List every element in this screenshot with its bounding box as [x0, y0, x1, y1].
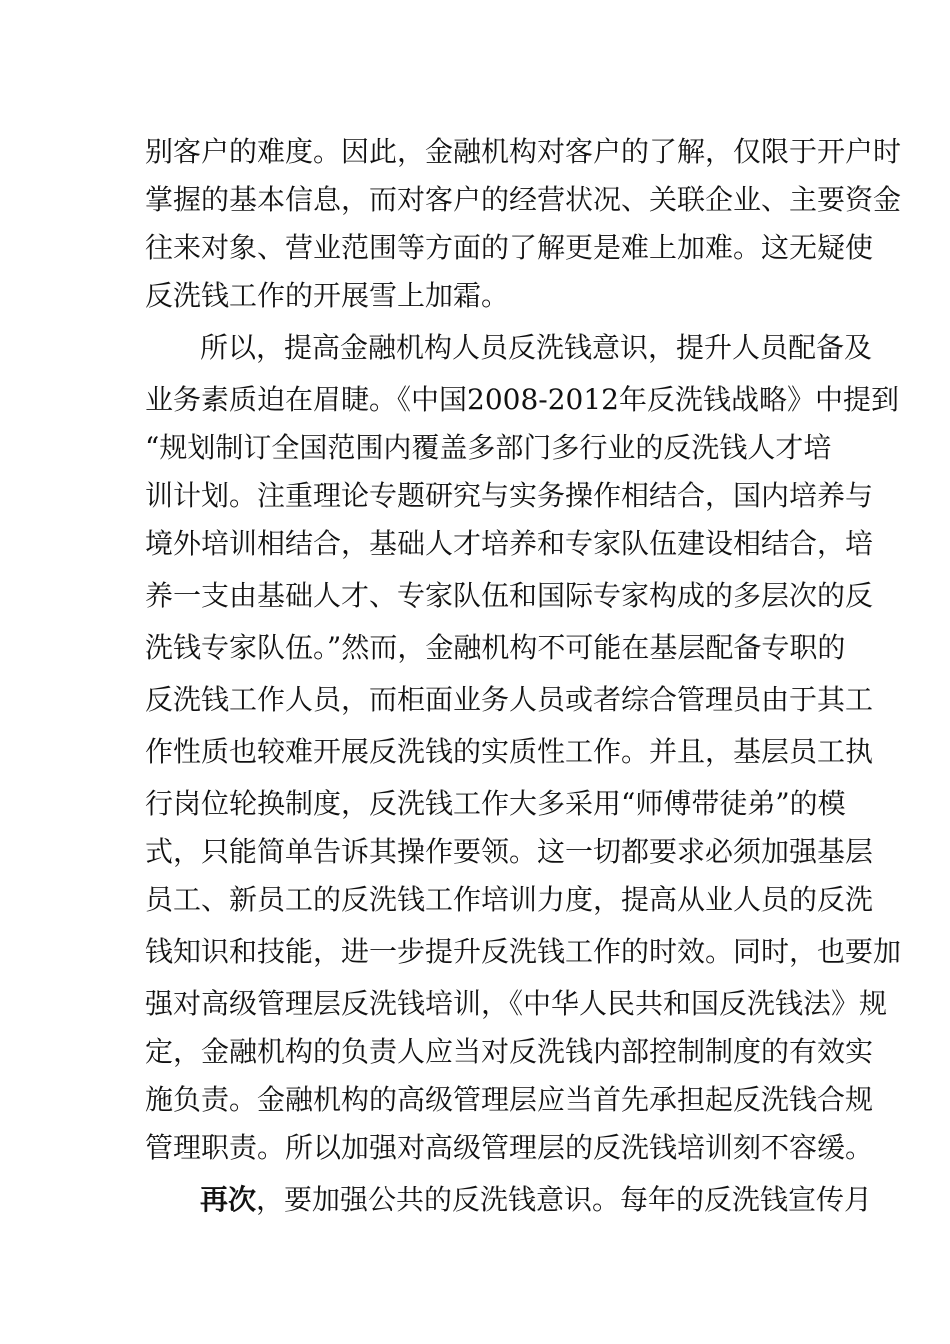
paragraph-2-line-11: 式，只能简单告诉其操作要领。这一切都要求必须加强基层	[145, 835, 874, 868]
paragraph-1-line-4: 反洗钱工作的开展雪上加霜。	[145, 279, 510, 312]
paragraph-2-line-9: 作性质也较难开展反洗钱的实质性工作。并且，基层员工执	[145, 735, 874, 768]
paragraph-2-line-14: 强对高级管理层反洗钱培训，《中华人民共和国反洗钱法》规	[145, 987, 888, 1020]
paragraph-2-line-7: 洗钱专家队伍。”然而，金融机构不可能在基层配备专职的	[145, 631, 846, 664]
paragraph-2-line-17: 管理职责。所以加强对高级管理层的反洗钱培训刻不容缓。	[145, 1131, 874, 1164]
paragraph-2-line-6: 养一支由基础人才、专家队伍和国际专家构成的多层次的反	[145, 579, 874, 612]
paragraph-1-line-1: 别客户的难度。因此，金融机构对客户的了解，仅限于开户时	[145, 135, 902, 168]
paragraph-2-line-3: “规划制订全国范围内覆盖多部门多行业的反洗钱人才培	[145, 431, 832, 464]
paragraph-1-line-2: 掌握的基本信息，而对客户的经营状况、关联企业、主要资金	[145, 183, 902, 216]
paragraph-1-line-3: 往来对象、营业范围等方面的了解更是难上加难。这无疑使	[145, 231, 874, 264]
paragraph-2-line-8: 反洗钱工作人员，而柜面业务人员或者综合管理员由于其工	[145, 683, 874, 716]
paragraph-2-line-5: 境外培训相结合，基础人才培养和专家队伍建设相结合，培	[145, 527, 874, 560]
paragraph-2-line-13: 钱知识和技能，进一步提升反洗钱工作的时效。同时，也要加	[145, 935, 902, 968]
paragraph-3-bold-lead: 再次	[200, 1183, 257, 1216]
paragraph-2-line-12: 员工、新员工的反洗钱工作培训力度，提高从业人员的反洗	[145, 883, 874, 916]
paragraph-3-line-1	[200, 1180, 873, 1220]
paragraph-2-line-16: 施负责。金融机构的高级管理层应当首先承担起反洗钱合规	[145, 1083, 874, 1116]
paragraph-2-line-1: 所以，提高金融机构人员反洗钱意识，提升人员配备及	[200, 331, 873, 364]
paragraph-2-line-4: 训计划。注重理论专题研究与实务操作相结合，国内培养与	[145, 479, 874, 512]
paragraph-3-line-1-text: ，要加强公共的反洗钱意识。每年的反洗钱宣传月	[256, 1183, 873, 1216]
paragraph-2-line-15: 定，金融机构的负责人应当对反洗钱内部控制制度的有效实	[145, 1035, 874, 1068]
paragraph-2-line-2: 业务素质迫在眉睫。《中国2008-2012年反洗钱战略》中提到	[145, 383, 899, 416]
paragraph-2-line-10: 行岗位轮换制度，反洗钱工作大多采用“师傅带徒弟”的模	[145, 787, 846, 820]
